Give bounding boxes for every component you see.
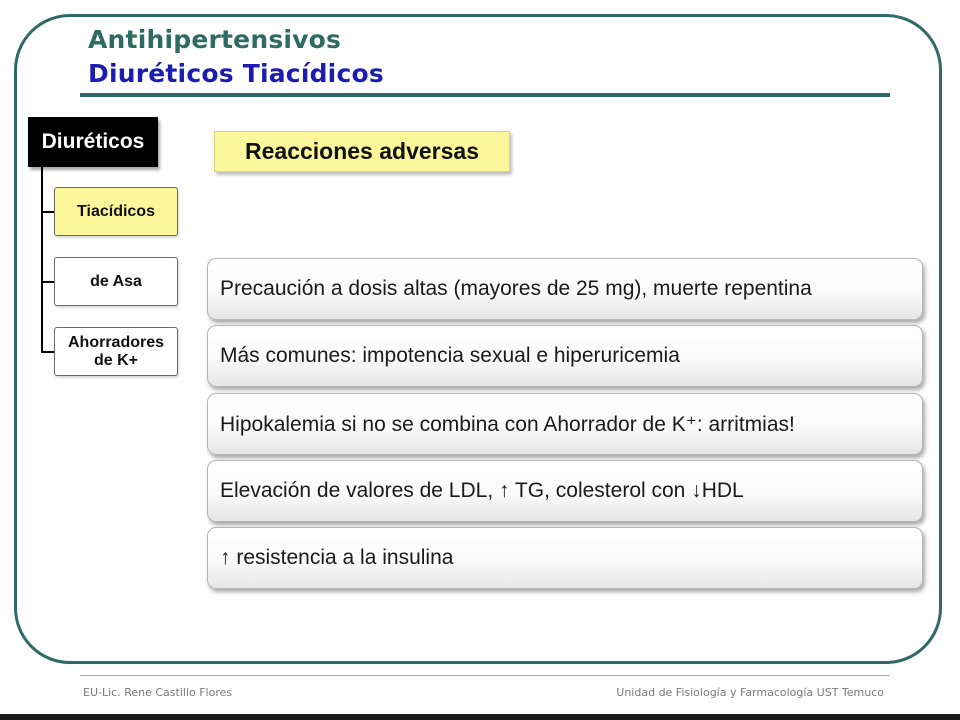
adverse-reaction-item: Hipokalemia si no se combina con Ahorrador de K⁺: arritmias! — [207, 393, 923, 455]
title-divider — [80, 93, 890, 97]
tree-connector-de-asa — [41, 281, 54, 283]
adverse-reaction-item: ↑ resistencia a la insulina — [207, 527, 923, 589]
tree-node-tiacidicos[interactable]: Tiacídicos — [54, 187, 178, 236]
bottom-edge-bar — [0, 714, 960, 720]
section-header: Reacciones adversas — [214, 131, 510, 172]
tree-node-de-asa[interactable]: de Asa — [54, 257, 178, 306]
tree-connector-tiacidicos — [41, 211, 54, 213]
adverse-reaction-item: Más comunes: impotencia sexual e hiperuricemia — [207, 325, 923, 387]
slide-title: Antihipertensivos — [88, 25, 342, 54]
tree-connector-vertical — [41, 167, 43, 353]
slide-subtitle: Diuréticos Tiacídicos — [88, 59, 384, 88]
tree-node-ahorradores[interactable]: Ahorradores de K+ — [54, 327, 178, 376]
tree-connector-ahorradores — [41, 351, 54, 353]
footer-institution: Unidad de Fisiología y Farmacología UST Temuco — [616, 686, 884, 699]
adverse-reaction-item: Elevación de valores de LDL, ↑ TG, colesterol con ↓HDL — [207, 460, 923, 522]
footer-author: EU-Lic. Rene Castillo Flores — [83, 686, 233, 699]
adverse-reaction-item: Precaución a dosis altas (mayores de 25 mg), muerte repentina — [207, 258, 923, 320]
tree-root-diureticos[interactable]: Diuréticos — [28, 117, 158, 167]
footer-divider — [80, 675, 890, 676]
